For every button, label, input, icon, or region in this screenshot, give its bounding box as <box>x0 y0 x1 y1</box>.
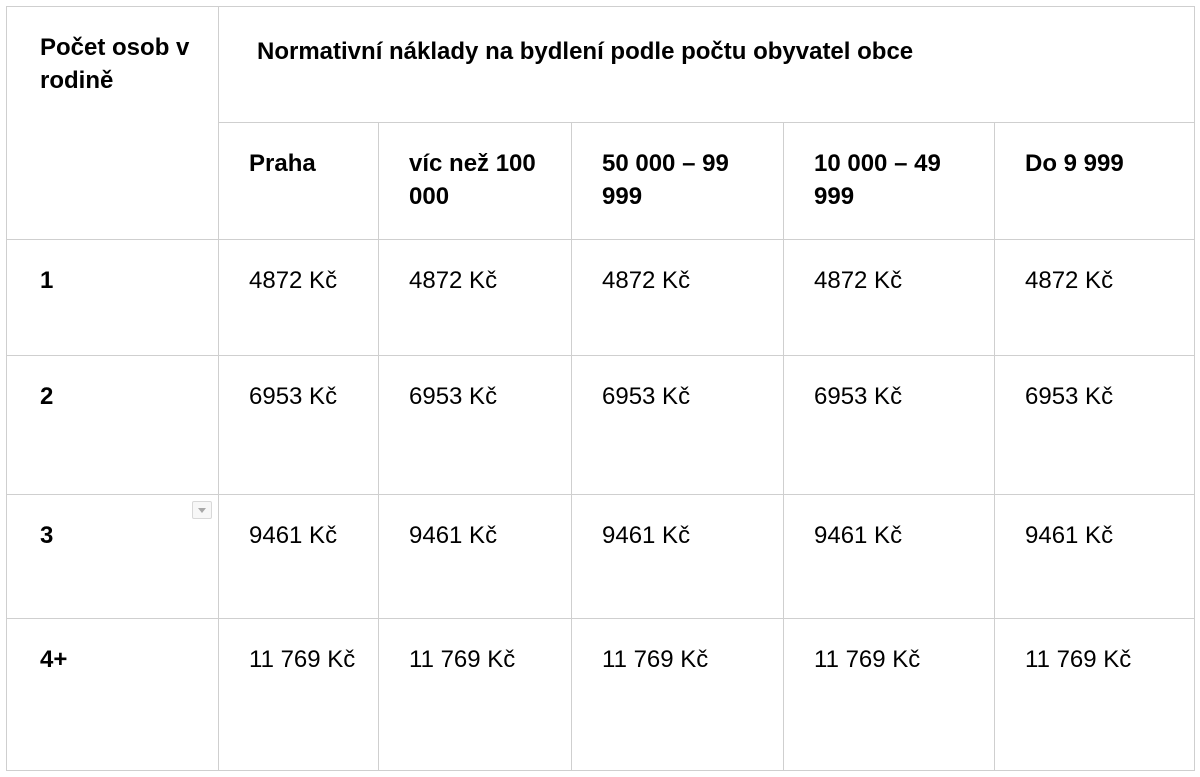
persons-cell[interactable] <box>7 495 219 619</box>
value-cell[interactable] <box>784 240 995 356</box>
persons-label: 1 <box>40 267 54 294</box>
value-cell[interactable] <box>379 619 572 771</box>
persons-label: 3 <box>40 522 54 549</box>
persons-label: 2 <box>40 383 54 410</box>
table-row <box>7 495 1195 619</box>
table-row <box>7 240 1195 356</box>
column-header-label: Praha <box>249 150 316 177</box>
value-cell[interactable] <box>219 495 379 619</box>
value-cell[interactable] <box>784 495 995 619</box>
value-cell[interactable] <box>219 619 379 771</box>
value-text: 4872 Kč <box>602 267 691 294</box>
value-cell[interactable] <box>995 240 1195 356</box>
value-cell[interactable] <box>995 495 1195 619</box>
value-text: 4872 Kč <box>1025 267 1114 294</box>
value-cell[interactable] <box>995 619 1195 771</box>
value-text: 4872 Kč <box>814 267 903 294</box>
column-header-label: Do 9 999 <box>1025 150 1124 177</box>
value-cell[interactable] <box>784 619 995 771</box>
value-cell[interactable] <box>572 495 784 619</box>
value-text: 6953 Kč <box>602 383 691 410</box>
value-cell[interactable] <box>995 356 1195 495</box>
value-text: 9461 Kč <box>1025 522 1114 549</box>
value-cell[interactable] <box>379 356 572 495</box>
column-header-50000-99999[interactable] <box>572 123 784 240</box>
column-header-praha[interactable] <box>219 123 379 240</box>
group-header-label: Normativní náklady na bydlení podle počtu obyvatel obce <box>257 38 914 65</box>
value-text: 9461 Kč <box>249 522 338 549</box>
column-header-label: víc než 100 000 <box>409 150 536 210</box>
value-text: 11 769 Kč <box>1025 646 1132 673</box>
value-text: 11 769 Kč <box>602 646 709 673</box>
table-row <box>7 356 1195 495</box>
value-text: 6953 Kč <box>409 383 498 410</box>
value-text: 4872 Kč <box>409 267 498 294</box>
value-text: 6953 Kč <box>1025 383 1114 410</box>
value-text: 6953 Kč <box>249 383 338 410</box>
value-text: 4872 Kč <box>249 267 338 294</box>
column-header-over-100000[interactable] <box>379 123 572 240</box>
housing-costs-table <box>6 6 1195 771</box>
persons-cell[interactable] <box>7 240 219 356</box>
column-header-label: 10 000 – 49 999 <box>814 150 941 210</box>
column-header-10000-49999[interactable] <box>784 123 995 240</box>
value-cell[interactable] <box>572 240 784 356</box>
value-cell[interactable] <box>219 240 379 356</box>
persons-cell[interactable] <box>7 356 219 495</box>
value-text: 9461 Kč <box>602 522 691 549</box>
value-text: 6953 Kč <box>814 383 903 410</box>
column-header-under-9999[interactable] <box>995 123 1195 240</box>
value-text: 9461 Kč <box>409 522 498 549</box>
column-header-label: 50 000 – 99 999 <box>602 150 729 210</box>
value-cell[interactable] <box>572 356 784 495</box>
table-row <box>7 619 1195 771</box>
persons-cell[interactable] <box>7 619 219 771</box>
value-text: 11 769 Kč <box>409 646 516 673</box>
value-text: 9461 Kč <box>814 522 903 549</box>
row-header-label: Počet osob v rodině <box>40 34 190 94</box>
value-text: 11 769 Kč <box>249 646 356 673</box>
value-cell[interactable] <box>784 356 995 495</box>
value-text: 11 769 Kč <box>814 646 921 673</box>
persons-label: 4+ <box>40 646 68 673</box>
header-row <box>7 7 1195 123</box>
value-cell[interactable] <box>572 619 784 771</box>
chevron-down-icon[interactable] <box>192 501 212 519</box>
value-cell[interactable] <box>379 240 572 356</box>
group-header-cell[interactable] <box>219 7 1195 123</box>
value-cell[interactable] <box>219 356 379 495</box>
row-header-cell[interactable] <box>7 7 219 240</box>
value-cell[interactable] <box>379 495 572 619</box>
